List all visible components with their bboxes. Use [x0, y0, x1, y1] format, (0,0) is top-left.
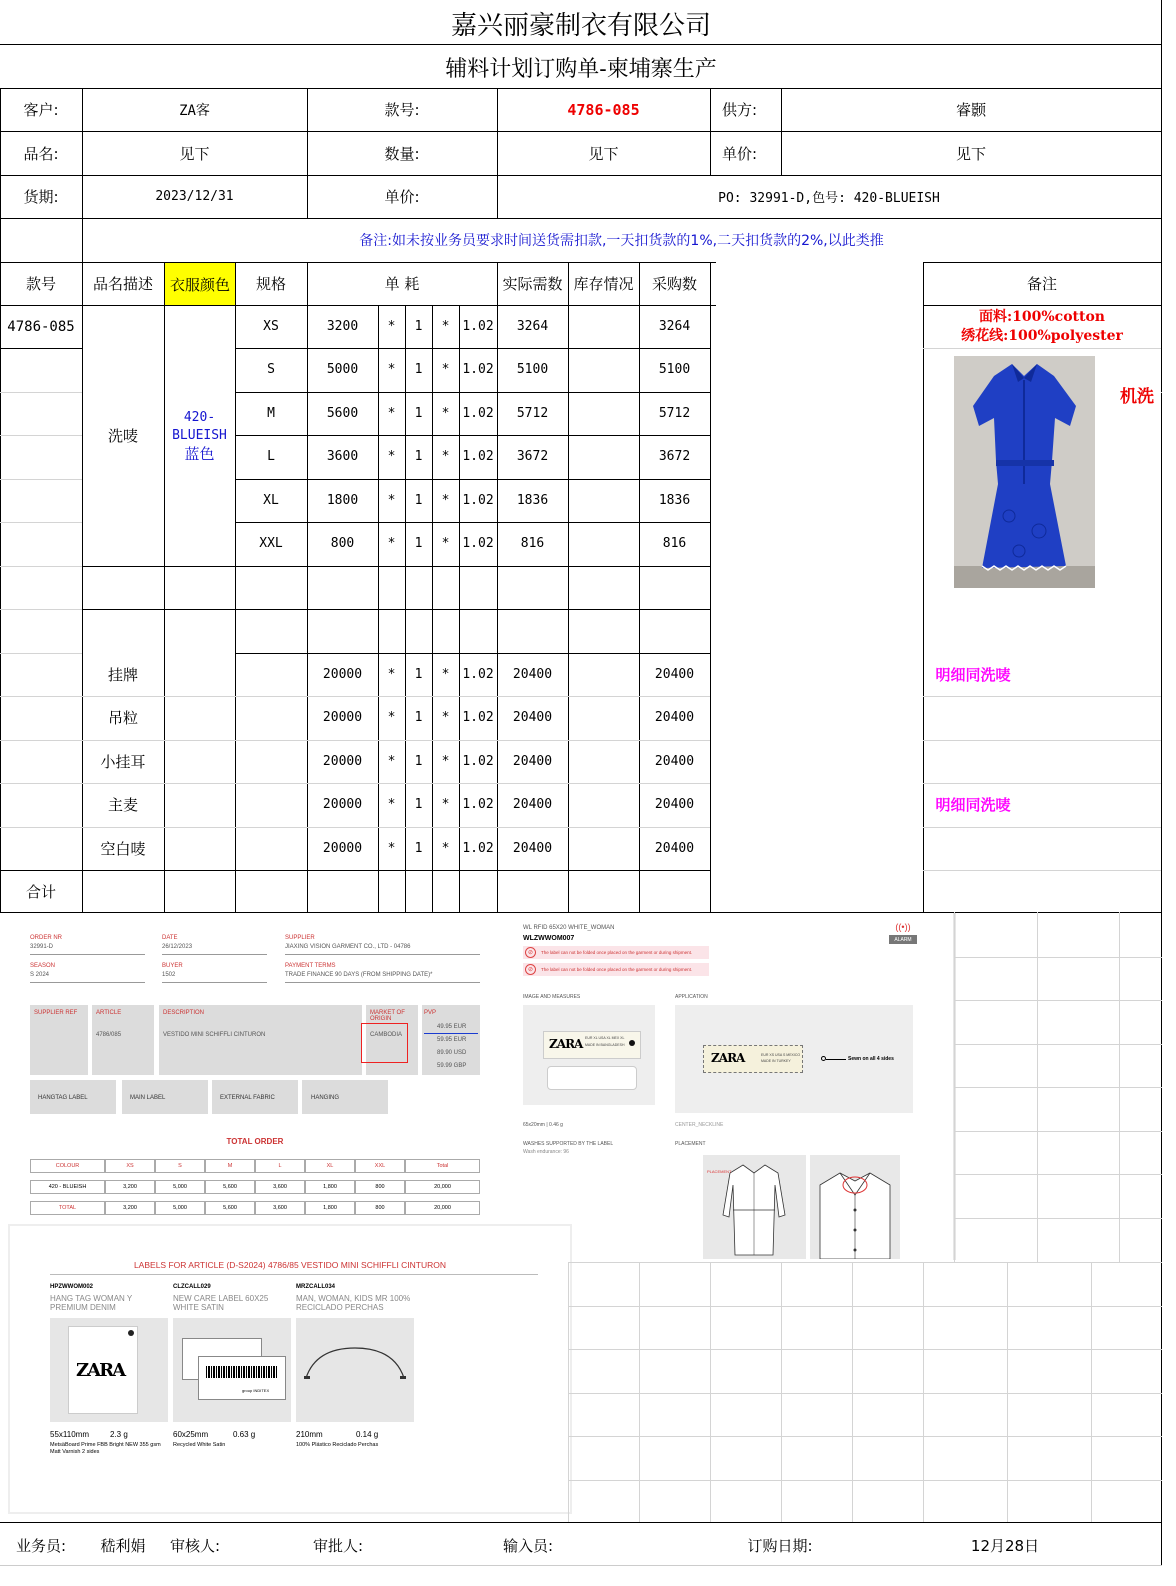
- label-dims: 65x20mm | 0.46 g: [523, 1122, 563, 1128]
- col-purchase-qty: 采购数: [651, 275, 697, 293]
- label-item-weight: 0.63 g: [233, 1430, 256, 1439]
- market-highlight: [361, 1023, 408, 1063]
- order-nr: 32991-D: [30, 944, 54, 950]
- times-cell: *: [387, 406, 396, 421]
- actual-qty-cell: 20400: [512, 754, 553, 769]
- times-cell-2: *: [441, 449, 450, 464]
- hang-tag-zara: ZARA: [76, 1360, 125, 1381]
- labels-article-image: [8, 1224, 572, 1514]
- image-measures-label: IMAGE AND MEASURES: [523, 994, 581, 1000]
- label-item-name: NEW CARE LABEL 60X25 WHITE SATIN: [173, 1294, 269, 1312]
- label-item-code: CLZCALL029: [173, 1284, 211, 1290]
- buyer-label: BUYER: [162, 963, 183, 969]
- wash-label-name: 洗唛: [107, 427, 138, 445]
- one-cell: 1: [414, 841, 423, 856]
- order-table-cell: 1,800: [305, 1180, 355, 1194]
- fabric-note: [923, 305, 1161, 348]
- col-style: 款号: [25, 275, 56, 293]
- one-cell: 1: [414, 362, 423, 377]
- center-neckline: CENTER_NECKLINE: [675, 1122, 724, 1128]
- actual-qty-cell: 816: [520, 536, 545, 551]
- no-fold-icon-1: ⊘: [525, 947, 536, 958]
- rfid-icon: ((•)): [895, 922, 911, 932]
- order-table-cell: M: [205, 1159, 255, 1173]
- factor-cell: 1.02: [462, 493, 494, 508]
- payment-value: TRADE FINANCE 90 DAYS (FROM SHIPPING DATE)*: [285, 972, 433, 978]
- one-cell: 1: [414, 449, 423, 464]
- placement-label: PLACEMENT: [675, 1141, 706, 1147]
- accessory-name: 挂牌: [107, 666, 138, 684]
- garment-color-value: [164, 305, 235, 566]
- order-table-cell: 5,000: [155, 1201, 205, 1215]
- size-cell: XXL: [259, 536, 283, 551]
- label-item-name: HANG TAG WOMAN Y PREMIUM DENIM: [50, 1294, 133, 1312]
- order-table-cell: 5,000: [155, 1180, 205, 1194]
- label-item-weight: 2.3 g: [110, 1430, 128, 1439]
- warning-2: The label can not be folded once placed on the garment or during shipment.: [541, 967, 693, 972]
- accessory-remark: 明细同洗唛: [935, 666, 1011, 684]
- size-cell: XL: [263, 493, 279, 508]
- quantity-value: 见下: [588, 144, 619, 163]
- actual-qty-cell: 1836: [516, 493, 549, 508]
- times-cell-2: *: [441, 710, 450, 725]
- pvp-1: 49.95 EUR: [437, 1024, 467, 1030]
- one-cell: 1: [414, 754, 423, 769]
- accessory-remark: [923, 740, 1023, 783]
- factor-cell: 1.02: [462, 754, 494, 769]
- actual-qty-cell: 20400: [512, 710, 553, 725]
- col-description: 品名描述: [92, 275, 153, 293]
- actual-qty-cell: 20400: [512, 841, 553, 856]
- times-cell: *: [387, 319, 396, 334]
- buyer-value: 1502: [162, 972, 176, 978]
- alarm-badge: ALARM: [889, 935, 917, 944]
- qty-cell: 20000: [322, 754, 363, 769]
- one-cell: 1: [414, 710, 423, 725]
- col-garment-color: 衣服颜色: [165, 263, 235, 305]
- col-remark: 备注: [1026, 275, 1057, 293]
- accessory-remark: 明细同洗唛: [935, 796, 1011, 814]
- order-document-image: [0, 913, 503, 1223]
- purchase-qty-cell: 5712: [658, 406, 691, 421]
- made-in-1: MADE IN BANGLADESH: [585, 1043, 625, 1047]
- order-table-cell: COLOUR: [30, 1159, 105, 1173]
- product-name-value: 见下: [179, 144, 210, 163]
- qty-cell: 20000: [322, 797, 363, 812]
- garment-placement-drawing: [703, 1155, 806, 1259]
- order-table-cell: 3,600: [255, 1201, 305, 1215]
- accessory-name: 主麦: [107, 796, 138, 814]
- made-in-2: MADE IN TURKEY: [761, 1059, 791, 1063]
- pvp-2: 59.95 EUR: [437, 1037, 467, 1043]
- times-cell: *: [387, 362, 396, 377]
- order-table-cell: 3,200: [105, 1180, 155, 1194]
- tag-sizes-1: EUR XL USA XL MEX XL: [585, 1036, 625, 1040]
- season-label: SEASON: [30, 963, 56, 969]
- hangtag-label-box: HANGTAG LABEL: [38, 1095, 88, 1101]
- placement-tag: PLACEMENT: [707, 1169, 732, 1174]
- label-code-line: WL RFID 65X20 WHITE_WOMAN: [523, 925, 615, 931]
- qty-cell: 20000: [322, 841, 363, 856]
- actual-qty-cell: 20400: [512, 797, 553, 812]
- unit-price-value: 见下: [955, 144, 986, 163]
- one-cell: 1: [414, 493, 423, 508]
- times-cell: *: [387, 754, 396, 769]
- times-cell: *: [387, 841, 396, 856]
- delivery-date: 2023/12/31: [155, 189, 234, 204]
- factor-cell: 1.02: [462, 406, 494, 421]
- actual-qty-cell: 3672: [516, 449, 549, 464]
- order-table-cell: 5,600: [205, 1201, 255, 1215]
- label-item-material: Recycled White Satin: [173, 1442, 226, 1448]
- care-label-barcode: [198, 1356, 286, 1400]
- zara-logo-1: ZARA: [549, 1037, 583, 1051]
- color-line-3: 蓝色: [184, 444, 215, 463]
- one-cell: 1: [414, 319, 423, 334]
- actual-qty-cell: 20400: [512, 667, 553, 682]
- qty-cell: 5000: [326, 362, 359, 377]
- order-table-cell: S: [155, 1159, 205, 1173]
- one-cell: 1: [414, 536, 423, 551]
- doc-supplier-label: SUPPLIER: [285, 935, 315, 941]
- fabric-note-1: 面料:100%cotton: [978, 308, 1105, 325]
- date-value: 26/12/2023: [162, 944, 193, 950]
- label-item-material: 100% Plástico Reciclado Perchas: [296, 1442, 379, 1448]
- label-spec-image: [503, 913, 956, 1260]
- col-actual-qty: 实际需数: [502, 275, 563, 293]
- fabric-note-2: 绣花线:100%polyester: [961, 327, 1123, 344]
- qty-cell: 20000: [322, 710, 363, 725]
- dress-photo: [954, 356, 1095, 588]
- style-cell: 4786-085: [7, 318, 75, 335]
- accessory-name: 空白唛: [100, 840, 146, 858]
- payment-label: PAYMENT TERMS: [285, 963, 336, 969]
- one-cell: 1: [414, 797, 423, 812]
- note-text: 备注:如未按业务员要求时间送货需扣款,一天扣货款的1%,二天扣货款的2%,以此类推: [359, 233, 884, 249]
- description-value: VESTIDO MINI SCHIFFLI CINTURON: [163, 1032, 266, 1038]
- unit-price-label: 单价:: [722, 144, 758, 163]
- total-order-table: [30, 1157, 480, 1217]
- qty-cell: 20000: [322, 667, 363, 682]
- sewn-note: Sewn on all 4 sides: [848, 1056, 894, 1062]
- color-line-1: 420-: [183, 409, 216, 425]
- order-table-cell: 1,800: [305, 1201, 355, 1215]
- purchase-qty-cell: 3264: [658, 319, 691, 334]
- machine-wash-note: 机洗: [1120, 386, 1154, 407]
- label-item-code: MRZCALL034: [296, 1284, 336, 1290]
- order-table-cell: XL: [305, 1159, 355, 1173]
- clerk-value: 嵇利娟: [100, 1536, 146, 1555]
- order-table-cell: 5,600: [205, 1180, 255, 1194]
- times-cell-2: *: [441, 493, 450, 508]
- times-cell: *: [387, 536, 396, 551]
- qty-cell: 800: [330, 536, 355, 551]
- reviewer-label: 审核人:: [169, 1536, 221, 1555]
- factor-cell: 1.02: [462, 319, 494, 334]
- accessory-remark: [923, 696, 1023, 739]
- col-stock: 库存情况: [573, 275, 634, 293]
- times-cell-2: *: [441, 319, 450, 334]
- actual-qty-cell: 3264: [516, 319, 549, 334]
- inditex-text: group INDITEX: [242, 1388, 270, 1393]
- article-label: ARTICLE: [96, 1010, 122, 1016]
- collar-drawing: [810, 1155, 900, 1259]
- purchase-qty-cell: 3672: [658, 449, 691, 464]
- size-cell: L: [267, 449, 275, 464]
- label-item-material: MetsäBoard Prime FBB Bright NEW 355 gsm Matt Varnish 2 sides: [50, 1442, 161, 1455]
- price-label: 单价:: [384, 188, 420, 206]
- qty-cell: 3600: [326, 449, 359, 464]
- label-item-size: 60x25mm: [173, 1430, 209, 1439]
- order-date-value: 12月28日: [970, 1536, 1040, 1555]
- factor-cell: 1.02: [462, 362, 494, 377]
- label-item-name: MAN, WOMAN, KIDS MR 100% RECICLADO PERCHAS: [296, 1294, 411, 1312]
- company-title: 嘉兴丽豪制衣有限公司: [450, 10, 711, 41]
- times-cell: *: [387, 449, 396, 464]
- order-table-cell: 3,200: [105, 1201, 155, 1215]
- supplier-ref-label: SUPPLIER REF: [34, 1010, 78, 1016]
- market-label: MARKET OF ORIGIN: [370, 1010, 405, 1022]
- zara-logo-2: ZARA: [711, 1051, 745, 1065]
- times-cell-2: *: [441, 536, 450, 551]
- actual-qty-cell: 5100: [516, 362, 549, 377]
- clerk-label: 业务员:: [15, 1536, 67, 1555]
- size-cell: M: [267, 406, 275, 421]
- wash-endurance: Wash endurance: 96: [523, 1149, 569, 1155]
- accessory-name: 小挂耳: [100, 753, 146, 771]
- total-order-title: TOTAL ORDER: [226, 1136, 284, 1146]
- pvp-3: 89.90 USD: [437, 1050, 467, 1056]
- label-item-code: HPZWWOM002: [50, 1284, 94, 1290]
- times-cell-2: *: [441, 841, 450, 856]
- purchase-qty-cell: 816: [662, 536, 687, 551]
- season-value: S 2024: [30, 972, 50, 978]
- times-cell-2: *: [441, 362, 450, 377]
- order-table-cell: L: [255, 1159, 305, 1173]
- hanger-drawing: [296, 1318, 414, 1422]
- size-cell: XS: [263, 319, 279, 334]
- input-label: 输入员:: [502, 1536, 554, 1555]
- description-label: DESCRIPTION: [163, 1010, 205, 1016]
- times-cell-2: *: [441, 754, 450, 769]
- times-cell: *: [387, 667, 396, 682]
- size-cell: S: [267, 362, 275, 377]
- customer-label: 客户:: [23, 101, 59, 119]
- washes-label: WASHES SUPPORTED BY THE LABEL: [523, 1141, 614, 1147]
- purchase-qty-cell: 20400: [654, 841, 695, 856]
- market-value: CAMBODIA: [370, 1032, 403, 1038]
- order-table-cell: Total: [405, 1159, 480, 1173]
- order-nr-label: ORDER NR: [30, 935, 63, 941]
- delivery-label: 货期:: [23, 188, 59, 206]
- tag-sizes-2: EUR XS USA S MEXICO: [761, 1053, 801, 1057]
- actual-qty-cell: 5712: [516, 406, 549, 421]
- external-fabric-box: EXTERNAL FABRIC: [220, 1095, 275, 1101]
- times-cell-2: *: [441, 667, 450, 682]
- times-cell: *: [387, 710, 396, 725]
- pvp-label: PVP: [424, 1010, 437, 1016]
- purchase-qty-cell: 20400: [654, 667, 695, 682]
- purchase-qty-cell: 20400: [654, 797, 695, 812]
- purchase-qty-cell: 5100: [658, 362, 691, 377]
- date-label: DATE: [162, 935, 178, 941]
- no-fold-icon-2: ⊘: [525, 964, 536, 975]
- hang-tag-hole: [128, 1330, 134, 1336]
- label-code: WLZWWOM007: [523, 935, 575, 942]
- warning-1: The label can not be folded once placed on the garment or during shipment.: [541, 950, 693, 955]
- labels-article-title: LABELS FOR ARTICLE (D-S2024) 4786/85 VESTIDO MINI SCHIFFLI CINTURON: [133, 1260, 447, 1270]
- label-item-size: 210mm: [296, 1430, 323, 1439]
- product-name-label: 品名:: [23, 144, 59, 163]
- order-table-cell: 800: [355, 1180, 405, 1194]
- accessory-remark: [923, 827, 1023, 870]
- main-label-box: MAIN LABEL: [130, 1095, 166, 1101]
- order-date-label: 订购日期:: [747, 1536, 813, 1555]
- quantity-label: 数量:: [384, 144, 420, 163]
- barcode: [206, 1366, 278, 1378]
- factor-cell: 1.02: [462, 449, 494, 464]
- supplier-value: 睿颢: [955, 101, 986, 119]
- order-table-cell: TOTAL: [30, 1201, 105, 1215]
- label-item-weight: 0.14 g: [356, 1430, 379, 1439]
- order-table-cell: 420 - BLUEISH: [30, 1180, 105, 1194]
- times-cell: *: [387, 493, 396, 508]
- customer-value: ZA客: [179, 102, 210, 119]
- times-cell: *: [387, 797, 396, 812]
- order-table-cell: XXL: [355, 1159, 405, 1173]
- order-table-cell: 20,000: [405, 1180, 480, 1194]
- factor-cell: 1.02: [462, 710, 494, 725]
- form-title: 辅料计划订购单-柬埔寨生产: [445, 56, 717, 82]
- order-table-cell: 800: [355, 1201, 405, 1215]
- hanging-box: HANGING: [311, 1095, 340, 1101]
- approver-label: 审批人:: [312, 1536, 364, 1555]
- qty-cell: 1800: [326, 493, 359, 508]
- times-cell-2: *: [441, 406, 450, 421]
- purchase-qty-cell: 1836: [658, 493, 691, 508]
- doc-supplier: JIAXING VISION GARMENT CO., LTD - 04786: [285, 944, 411, 950]
- order-table-cell: 3,600: [255, 1180, 305, 1194]
- color-line-2: BLUEISH: [172, 427, 227, 443]
- factor-cell: 1.02: [462, 536, 494, 551]
- accessory-name: 吊粒: [107, 709, 138, 727]
- one-cell: 1: [414, 406, 423, 421]
- pvp-4: 59.99 GBP: [437, 1063, 467, 1069]
- one-cell: 1: [414, 667, 423, 682]
- factor-cell: 1.02: [462, 841, 494, 856]
- style-number: 4786-085: [567, 100, 640, 119]
- po-number: PO: 32991-D,色号: 420-BLUEISH: [718, 191, 940, 206]
- purchase-qty-cell: 20400: [654, 710, 695, 725]
- qty-cell: 5600: [326, 406, 359, 421]
- article-value: 4786/085: [96, 1032, 122, 1038]
- style-label: 款号:: [384, 101, 420, 119]
- purchase-qty-cell: 20400: [654, 754, 695, 769]
- total-label: 合计: [25, 882, 56, 901]
- label-item-size: 55x110mm: [50, 1430, 89, 1439]
- order-table-cell: XS: [105, 1159, 155, 1173]
- factor-cell: 1.02: [462, 667, 494, 682]
- factor-cell: 1.02: [462, 797, 494, 812]
- order-table-cell: 20,000: [405, 1201, 480, 1215]
- application-label: APPLICATION: [675, 994, 708, 1000]
- times-cell-2: *: [441, 797, 450, 812]
- col-consumption: 单 耗: [384, 275, 420, 293]
- qty-cell: 3200: [326, 319, 359, 334]
- col-size: 规格: [255, 275, 286, 293]
- supplier-label: 供方:: [722, 101, 758, 119]
